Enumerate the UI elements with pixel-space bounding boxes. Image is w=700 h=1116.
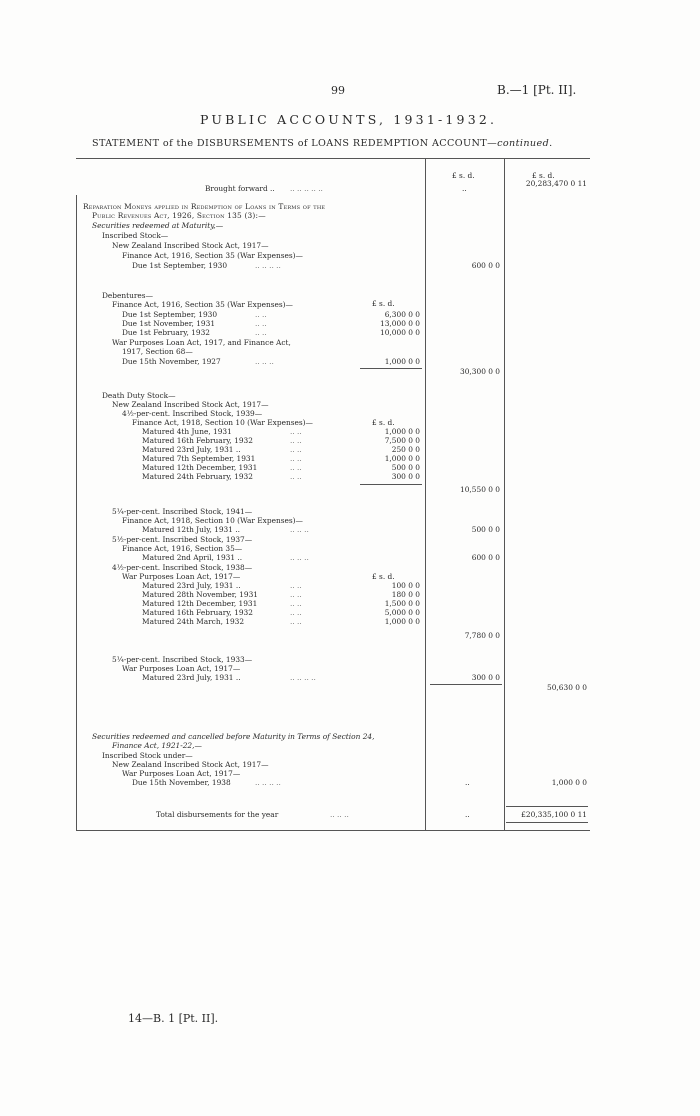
inscribed-stock-heading: Inscribed Stock— xyxy=(102,231,169,240)
debenture-row-dots: .. .. xyxy=(255,310,267,319)
cancelled-right: 1,000 0 0 xyxy=(551,778,587,787)
table-bottom-rule xyxy=(76,830,590,831)
stock-1933-dots: .. .. .. .. xyxy=(290,673,316,682)
nz-inscribed-act: New Zealand Inscribed Stock Act, 1917— xyxy=(112,241,269,250)
death-duty-row-dots: .. .. xyxy=(290,463,302,472)
due-1927-amount: 1,000 0 0 xyxy=(384,357,420,366)
total-dots: .. .. .. xyxy=(330,810,349,819)
right-column-header: £ s. d. xyxy=(532,171,555,180)
death-duty-nz-act: New Zealand Inscribed Stock Act, 1917— xyxy=(112,400,269,409)
stock-1938-row-dots: .. .. xyxy=(290,617,302,626)
stock-1938-row-label: Matured 23rd July, 1931 .. xyxy=(142,581,241,590)
page-title: PUBLIC ACCOUNTS, 1931-1932. xyxy=(200,112,498,127)
stock-1938-row-label: Matured 16th February, 1932 xyxy=(142,608,253,617)
debenture-row-amount: 6,300 0 0 xyxy=(384,310,420,319)
brought-forward-dots: .. .. .. .. .. xyxy=(290,184,323,193)
total-bottom-rule xyxy=(506,822,588,823)
due-1930-dots: .. .. .. .. xyxy=(255,261,281,270)
cancelled-heading-1: Securities redeemed and cancelled before Maturity in Terms of Section 24, xyxy=(92,732,375,741)
death-duty-row-amount: 7,500 0 0 xyxy=(384,436,420,445)
death-duty-subheader: £ s. d. xyxy=(372,418,395,427)
total-amount: £20,335,100 0 11 xyxy=(521,810,587,819)
death-duty-row-amount: 250 0 0 xyxy=(391,445,420,454)
debenture-row-label: Due 1st November, 1931 xyxy=(122,319,216,328)
reparation-total-right: 50,630 0 0 xyxy=(547,683,587,692)
death-duty-percent-stock: 4½-per-cent. Inscribed Stock, 1939— xyxy=(122,409,263,418)
stock-1933-matured: Matured 23rd July, 1931 .. xyxy=(142,673,241,682)
table-top-rule xyxy=(76,158,590,159)
stock-1937-finance-act: Finance Act, 1916, Section 35— xyxy=(122,544,243,553)
stock-1938-row-amount: 100 0 0 xyxy=(391,581,420,590)
stock-1933-heading: 5¼-per-cent. Inscribed Stock, 1933— xyxy=(112,655,253,664)
stock-1937-amount: 600 0 0 xyxy=(471,553,500,562)
reparation-heading-1: Reparation Moneys applied in Redemption of Loans in Terms of the xyxy=(83,202,326,211)
mid-column-left-rule xyxy=(425,158,426,830)
debentures-subheader: £ s. d. xyxy=(372,299,395,308)
stock-1938-row-label: Matured 28th November, 1931 xyxy=(142,590,258,599)
stock-1938-row-dots: .. .. xyxy=(290,581,302,590)
death-duty-row-amount: 1,000 0 0 xyxy=(384,454,420,463)
due-1927-dots: .. .. .. xyxy=(255,357,274,366)
total-label: Total disbursements for the year xyxy=(156,810,279,819)
stock-1933-war-act: War Purposes Loan Act, 1917— xyxy=(122,664,241,673)
death-duty-row-dots: .. .. xyxy=(290,427,302,436)
death-duty-row-label: Matured 24th February, 1932 xyxy=(142,472,253,481)
stock-1938-row-dots: .. .. xyxy=(290,599,302,608)
stock-1933-amount: 300 0 0 xyxy=(471,673,500,682)
brought-forward-mid: .. xyxy=(462,184,467,193)
death-duty-row-amount: 1,000 0 0 xyxy=(384,427,420,436)
reparation-heading-2: Public Revenues Act, 1926, Section 135 (3):— xyxy=(92,211,266,220)
stock-1941-finance-act: Finance Act, 1918, Section 10 (War Expenses)— xyxy=(122,516,303,525)
page-number: 99 xyxy=(331,84,345,97)
statement-heading xyxy=(92,138,553,149)
stock-1941-dots: .. .. .. xyxy=(290,525,309,534)
stock-1938-row-dots: .. .. xyxy=(290,590,302,599)
death-duty-row-amount: 500 0 0 xyxy=(391,463,420,472)
cancelled-heading-2: Finance Act, 1921-22,— xyxy=(112,741,202,750)
mid-column-right-rule xyxy=(504,158,505,830)
stock-1938-row-amount: 1,500 0 0 xyxy=(384,599,420,608)
death-duty-heading: Death Duty Stock— xyxy=(102,391,176,400)
debentures-heading: Debentures— xyxy=(102,291,153,300)
total-mid: .. xyxy=(465,810,470,819)
death-duty-row-dots: .. .. xyxy=(290,436,302,445)
stock-1937-dots: .. .. .. xyxy=(290,553,309,562)
cancelled-due: Due 15th November, 1938 xyxy=(132,778,231,787)
stock-1941-heading: 5¼-per-cent. Inscribed Stock, 1941— xyxy=(112,507,253,516)
war-purposes-act-line-1: War Purposes Loan Act, 1917, and Finance Act, xyxy=(112,338,291,347)
table-left-rule xyxy=(76,195,77,830)
death-duty-row-label: Matured 16th February, 1932 xyxy=(142,436,253,445)
due-1930-label: Due 1st September, 1930 xyxy=(132,261,228,270)
cancelled-inscribed: Inscribed Stock under— xyxy=(102,751,193,760)
cancelled-nz-act: New Zealand Inscribed Stock Act, 1917— xyxy=(112,760,269,769)
stock-1938-row-dots: .. .. xyxy=(290,608,302,617)
stock-1941-amount: 500 0 0 xyxy=(471,525,500,534)
death-duty-row-label: Matured 7th September, 1931 xyxy=(142,454,256,463)
statement-continued: continued. xyxy=(497,138,553,149)
stock-1938-war-act: War Purposes Loan Act, 1917— xyxy=(122,572,241,581)
death-duty-row-label: Matured 23rd July, 1931 .. xyxy=(142,445,241,454)
death-duty-row-label: Matured 12th December, 1931 xyxy=(142,463,258,472)
stock-1941-matured: Matured 12th July, 1931 .. xyxy=(142,525,241,534)
cancelled-dots: .. .. .. .. xyxy=(255,778,281,787)
debenture-row-label: Due 1st September, 1930 xyxy=(122,310,218,319)
brought-forward-right: 20,283,470 0 11 xyxy=(525,179,587,188)
cancelled-mid: .. xyxy=(465,778,470,787)
war-purposes-act-line-2: 1917, Section 68— xyxy=(122,347,193,356)
debentures-finance-act: Finance Act, 1916, Section 35 (War Expenses)— xyxy=(112,300,293,309)
brought-forward-label: Brought forward .. xyxy=(205,184,275,193)
debenture-row-label: Due 1st February, 1932 xyxy=(122,328,210,337)
debentures-subtotal-rule xyxy=(360,368,422,369)
finance-act-1916: Finance Act, 1916, Section 35 (War Expenses)— xyxy=(122,251,303,260)
death-duty-subtotal-rule xyxy=(360,484,422,485)
page-reference: B.—1 [Pt. II]. xyxy=(497,83,577,97)
death-duty-row-label: Matured 4th June, 1931 xyxy=(142,427,232,436)
reparation-subtotal-rule xyxy=(430,684,502,685)
total-top-rule xyxy=(506,806,588,807)
mid-column-header: £ s. d. xyxy=(452,171,475,180)
due-1927-label: Due 15th November, 1927 xyxy=(122,357,221,366)
debentures-total: 30,300 0 0 xyxy=(460,367,500,376)
debenture-row-dots: .. .. xyxy=(255,328,267,337)
statement-label: STATEMENT of the DISBURSEMENTS of LOANS REDEMPTION ACCOUNT— xyxy=(92,138,498,149)
cancelled-war-act: War Purposes Loan Act, 1917— xyxy=(122,769,241,778)
death-duty-row-dots: .. .. xyxy=(290,454,302,463)
death-duty-row-amount: 300 0 0 xyxy=(391,472,420,481)
stock-1938-row-amount: 5,000 0 0 xyxy=(384,608,420,617)
death-duty-total: 10,550 0 0 xyxy=(460,485,500,494)
stock-1937-heading: 5½-per-cent. Inscribed Stock, 1937— xyxy=(112,535,253,544)
stock-1938-heading: 4½-per-cent. Inscribed Stock, 1938— xyxy=(112,563,253,572)
debenture-row-amount: 10,000 0 0 xyxy=(380,328,420,337)
stock-1938-row-label: Matured 24th March, 1932 xyxy=(142,617,245,626)
stock-1938-row-label: Matured 12th December, 1931 xyxy=(142,599,258,608)
footer-reference: 14—B. 1 [Pt. II]. xyxy=(128,1012,219,1025)
death-duty-row-dots: .. .. xyxy=(290,445,302,454)
due-1930-mid: 600 0 0 xyxy=(471,261,500,270)
securities-redeemed-heading: Securities redeemed at Maturity,— xyxy=(92,221,224,230)
stock-1938-row-amount: 1,000 0 0 xyxy=(384,617,420,626)
death-duty-row-dots: .. .. xyxy=(290,472,302,481)
stock-1938-row-amount: 180 0 0 xyxy=(391,590,420,599)
stock-1938-total: 7,780 0 0 xyxy=(464,631,500,640)
stock-1938-subheader: £ s. d. xyxy=(372,572,395,581)
debenture-row-amount: 13,000 0 0 xyxy=(380,319,420,328)
death-duty-finance-act: Finance Act, 1918, Section 10 (War Expenses)— xyxy=(132,418,313,427)
stock-1937-matured: Matured 2nd April, 1931 .. xyxy=(142,553,243,562)
debenture-row-dots: .. .. xyxy=(255,319,267,328)
